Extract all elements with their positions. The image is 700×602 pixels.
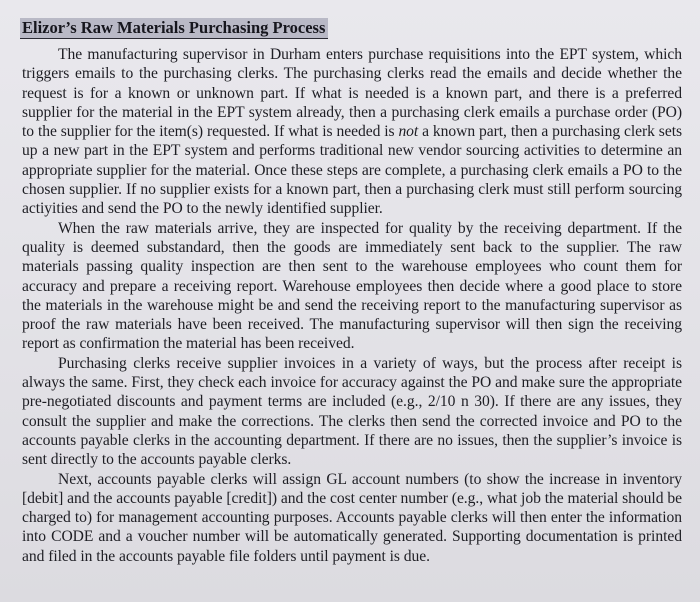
paragraph-accounts-payable: Next, accounts payable clerks will assign GL account numbers (to show the increase in inventory [debit] and the accounts payable [credit]) and the cost center number (e.g., what job the material should be charged to) for management accounting purposes. Accounts payable clerks will then enter the information into CODE and a voucher number will be automatically generated. Supporting documentation is printed and filed in the accounts payable file folders until payment is due. [22, 470, 682, 565]
paragraph-1-text-end: a known part, then a purchasing clerk sets up a new part in the EPT system and performs traditional new vendor sourcing activities to determine an appropriate supplier for the material. Once these steps are complete, a purchasing clerk emails a PO to the chosen supplier. If no supplier exists for a known part, then a purchasing clerk must still perform sourcing actiyities and send the PO to the newly identified supplier. [22, 123, 683, 218]
paragraph-supplier-invoices: Purchasing clerks receive supplier invoices in a variety of ways, but the process after receipt is always the same. First, they check each invoice for accuracy against the PO and make sure the appropriate pre-negotiated discounts and payment terms are included (e.g., 2/10 n 30). If there are any issues, they consult the supplier and make the corrections. The clerks then send the corrected invoice and PO to the accounts payable clerks in the accounting department. If there are no issues, then the supplier’s invoice is sent directly to the accounts payable clerks. [22, 354, 682, 469]
paragraph-receiving: When the raw materials arrive, they are inspected for quality by the receiving department. If the quality is deemed substandard, then the goods are immediately sent back to the supplier. The raw materials passing quality inspection are then sent to the warehouse employees who count them for accuracy and prepare a receiving report. Warehouse employees then decide where a good place to store the materials in the warehouse might be and send the receiving report to the manufacturing supervisor as proof the raw materials have been received. The manufacturing supervisor will then sign the receiving report as confirmation the material has been received. [22, 219, 682, 353]
paragraph-1-emphasis: not [398, 123, 419, 141]
paragraph-1-text-start: The manufacturing supervisor in Durham enters purchase requisitions into the EPT system, which triggers emails to the purchasing clerks. The purchasing clerks read the emails and decide whether the request is for a known or unknown part. If what is needed is a known part, and there is a preferred supplier for the material in the EPT system already, then a purchasing clerk emails a purchase order (PO) to the supplier for the item(s) requested. If what is needed is [22, 46, 682, 141]
document-body [22, 45, 682, 566]
paragraph-purchase-requisitions [22, 45, 682, 219]
document-title: Elizor’s Raw Materials Purchasing Process [20, 18, 328, 39]
